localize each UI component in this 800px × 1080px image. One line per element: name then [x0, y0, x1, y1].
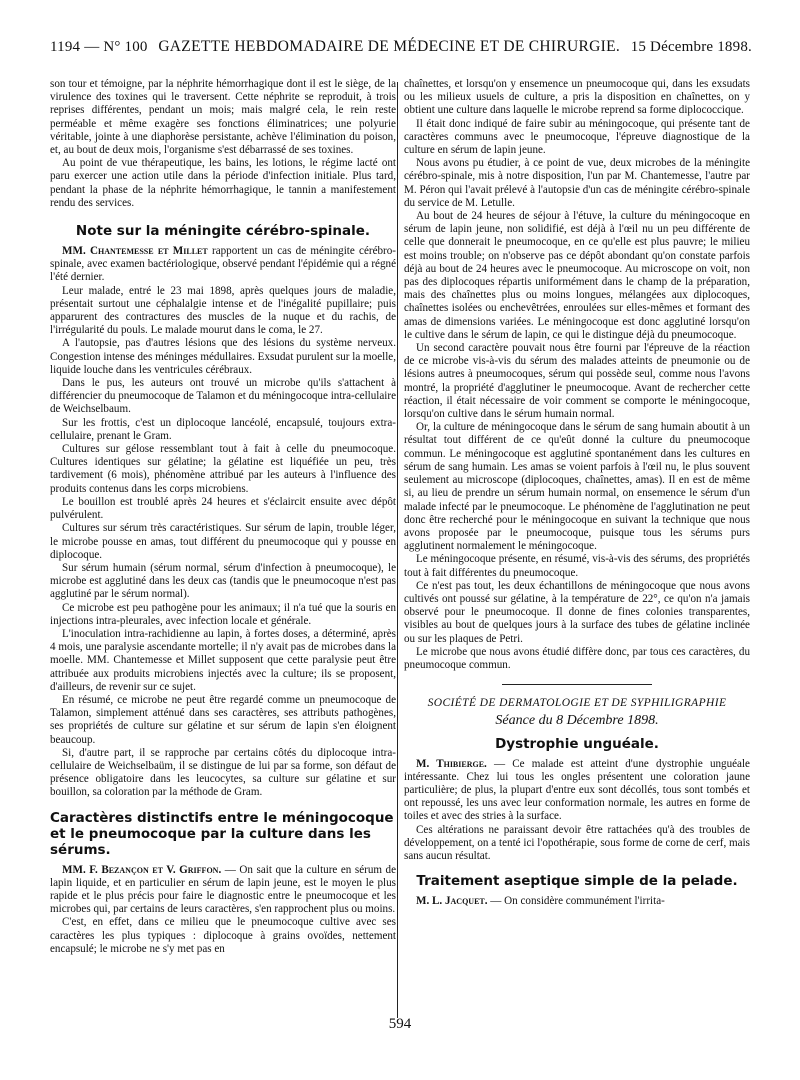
paragraph: Ce microbe est peu pathogène pour les animaux; il n'a tué que la souris en injections intra-pleurales, avec infection locale et générale.: [50, 601, 396, 627]
section-title-caracteres: Caractères distinctifs entre le méningocoque et le pneumocoque par la culture dans les sérums.: [50, 809, 394, 858]
paragraph: [404, 895, 750, 908]
section-title-meningite: Note sur la méningite cérébro-spinale.: [75, 223, 371, 240]
authors: MM. F. Bezançon et V. Griffon.: [62, 863, 222, 876]
paragraph: Nous avons pu étudier, à ce point de vue, deux microbes de la méningite cérébro-spinale, mis à notre disposition, l'un par M. Chantemesse, l'autre par M. Péron qui l'avait prélevé à l'autopsie d'un cas de méningite cérébro-spinale du service de M. Letulle.: [404, 157, 750, 209]
paragraph: son tour et témoigne, par la néphrite hémorrhagique dont il est le siège, de la virulence des toxines qui le traversent. Cette néphrite se reproduit, à trois reprises différentes, pendant un mois; mais malgré cela, le rein reste perméable et même exagère ses fonctions éliminatrices; une polyurie véritable, jointe à une diaphorèse persistante, achève l'élimination du poison, et, au bout de deux mois, l'organisme s'est débarrassé de ses toxines.: [50, 78, 396, 157]
paragraph: Sur les frottis, c'est un diplocoque lancéolé, encapsulé, toujours extra-cellulaire, prenant le Gram.: [50, 416, 396, 442]
paragraph: L'inoculation intra-rachidienne au lapin, à fortes doses, a déterminé, après 4 mois, une paralysie ascendante mortelle; il n'y avait pas de microbes dans la moelle. MM. Chantemesse et Millet supposent que cette paralysie peut être attribuée aux produits microbiens injectés avec la culture; ils se proposent, d'ailleurs, de revenir sur ce sujet.: [50, 627, 396, 693]
header-page-number: 1194: [50, 39, 81, 55]
society-heading: SOCIÉTÉ DE DERMATOLOGIE ET DE SYPHILIGRAPHIE: [427, 697, 727, 710]
paragraph: Si, d'autre part, il se rapproche par certains côtés du diplocoque intra-cellulaire de Weichselbaüm, il se distingue de lui par sa forme, son défaut de présence obligatoire dans les leucocytes, sa culture sur gélatine et sur bouillon, sa coloration par la méthode de Gram.: [50, 746, 396, 799]
paragraph: En résumé, ce microbe ne peut être regardé comme un pneumocoque de Talamon, simplement atténué dans ses caractères, ses attributs pathogènes, ses propriétés de culture sur gélatine et sur sérum de lapin s'en éloignent beaucoup.: [50, 693, 396, 746]
paragraph: Le microbe que nous avons étudié diffère donc, par tous ces caractères, du pneumocoque commun.: [404, 645, 750, 671]
right-column: [404, 78, 750, 908]
paragraph: Le bouillon est troublé après 24 heures et s'éclaircit ensuite avec dépôt pulvérulent.: [50, 495, 396, 522]
authors: MM. Chantemesse et Millet: [62, 245, 208, 258]
paragraph-text: — On sait que la culture en sérum de lapin liquide, et en particulier en sérum de lapin jeune, est le moyen le plus rapide et le plus précis pour faire le diagnostic entre le pneumocoque et les microbes qui, par certains de leurs caractères, s'en rapprochent plus ou moins.: [50, 863, 397, 916]
header-issue-number: — N° 100: [84, 39, 148, 55]
paragraph: Au bout de 24 heures de séjour à l'étuve, la culture du méningocoque en sérum de lapin jeune, non solidifié, est déjà à l'œil nu un peu différente de celle que donnerait le pneumocoque, en ce qu'elle est plus pauvre; le milieu est moins trouble; on n'observe pas ce dépôt abondant qu'on constate parfois déjà au bout de 24 heures avec le pneumocoque. Au microscope on voit, non pas des diplocoques répartis uniformément dans le champ de la préparation, mais des chaînettes plus ou moins longues, mélangées aux diplocoques, chaînettes isolées ou enchevêtrées, enroulées sur elles-mêmes et formant des amas de dimensions variées. Le méningocoque est donc agglutiné lorsqu'on le cultive dans le sérum de lapin, ce qui le distingue déjà du pneumocoque.: [404, 210, 750, 341]
authors: M. Thibierge.: [416, 757, 487, 770]
paragraph: chaînettes, et lorsqu'on y ensemence un pneumocoque qui, dans les exsudats ou les milieux usuels de culture, a pris la disposition en chaînettes, on y obtient une culture dans laquelle le microbe reprend sa forme diplococcique.: [404, 78, 750, 117]
paragraph: [50, 864, 396, 917]
paragraph: Cultures sur sérum très caractéristiques. Sur sérum de lapin, trouble léger, le microbe pousse en amas, tout différent du pneumocoque qui y pousse en diplocoque.: [50, 522, 396, 561]
seance-date: Séance du 8 Décembre 1898.: [495, 713, 659, 729]
paragraph: Il était donc indiqué de faire subir au méningocoque, qui présente tant de caractères communs avec le pneumocoque, l'épreuve diagnostique de la culture en sérum de lapin jeune.: [404, 117, 750, 157]
paragraph-text: — On considère communément l'irrita-: [490, 895, 665, 908]
paragraph: Sur sérum humain (sérum normal, sérum d'infection à pneumocoque), le microbe est agglutiné dans les deux cas (tandis que le pneumocoque n'est pas agglutiné par le sérum normal).: [50, 561, 396, 601]
paragraph: [404, 758, 750, 824]
section-title-pelade: Traitement aseptique simple de la pelade.: [416, 873, 738, 890]
paragraph: Un second caractère pouvait nous être fourni par l'épreuve de la réaction de ce microbe vis-à-vis du sérum des malades atteints de pneumonie ou de lésions autres à pneumocoques, sérum qui possède seul, comme nous l'avons montré, la propriété d'agglutiner le pneumocoque. Avant de rechercher cette réaction, il était nécessaire de voir comment se comporte le méningocoque, lorsqu'on cultive dans le sérum humain normal.: [404, 342, 750, 421]
paragraph: A l'autopsie, pas d'autres lésions que des lésions du système nerveux. Congestion intense des méninges médullaires. Exsudat purulent sur la moelle, liquide louche dans les ventricules cérébraux.: [50, 337, 396, 376]
header-page-issue: [50, 39, 148, 56]
header-journal-title: GAZETTE HEBDOMADAIRE DE MÉDECINE ET DE CHIRURGIE.: [158, 38, 621, 55]
header-date: 15 Décembre 1898.: [630, 39, 752, 55]
page-folio: 594: [388, 1016, 412, 1032]
paragraph: Cultures sur gélose ressemblant tout à fait à celle du pneumocoque. Cultures identiques sur gélatine; la gélatine est liquéfiée un peu, très tardivement (6 mois), phénomène attribué par les auteurs à l'influence des produits contenus dans les corps microbiens.: [50, 443, 396, 495]
paragraph: Dans le pus, les auteurs ont trouvé un microbe qu'ils s'attachent à différencier du pneumocoque de Talamon et du méningocoque intra-cellulaire de Weichselbaum.: [50, 377, 396, 416]
running-header: [50, 38, 752, 62]
paragraph: Or, la culture de méningocoque dans le sérum de sang humain aboutit à un résultat tout différent de ce qu'eût donné la culture du pneumocoque commun. Le méningocoque est agglutiné spontanément dans les cultures en sérum de sang humain. Les amas se voient parfois à l'œil nu, le plus souvent seulement au microscope (diplocoques, chaînettes, amas). Il en est de même si, au lieu de prendre un sérum humain normal, on ensemence le sérum d'un malade infecté par le pneumocoque. Le phénomène de l'agglutination ne peut donc être recherché pour le méningocoque en suivant la technique que nous avons proposée par le pneumocoque, puisque tous les sérums purs agglutinent normalement le méningocoque.: [404, 421, 750, 553]
paragraph: C'est, en effet, dans ce milieu que le pneumocoque cultive avec ses caractères les plus typiques : diplocoque à grains ovoïdes, nettement encapsulé; le microbe ne s'y met pas en: [50, 916, 396, 955]
column-divider: [397, 82, 398, 1018]
section-title-dystrophie: Dystrophie unguéale.: [495, 735, 659, 752]
paragraph: Le méningocoque présente, en résumé, vis-à-vis des sérums, des propriétés tout à fait différentes du pneumocoque.: [404, 553, 750, 579]
left-column: [50, 78, 396, 956]
paragraph: Au point de vue thérapeutique, les bains, les lotions, le régime lacté ont paru exercer une action utile dans la période d'infection initiale. Plus tard, pendant la phase de la néphrite hémorrhagique, le tannin a manifestement rendu des services.: [50, 157, 396, 209]
paragraph: Ces altérations ne paraissant devoir être rattachées qu'à des troubles de développement, on a tenté ici l'opothérapie, sous forme de corne de cerf, mais sans aucun résultat.: [404, 823, 750, 862]
paragraph-text: — Ce malade est atteint d'une dystrophie unguéale intéressante. Chez lui tous les ongles présentent une coloration jaune particulière; de plus, la plupart d'entre eux sont décollés, tous sont tombés et ont repoussé, les uns avec leur conformation normale, les autres en forme de toiles et avec des stries à la surface.: [404, 757, 750, 823]
paragraph: Ce n'est pas tout, les deux échantillons de méningocoque que nous avons cultivés ont poussé sur gélatine, à la température de 22°, ce qu'on n'a jamais observé pour le pneumocoque. Il donne de fines colonies transparentes, visibles au bout de quelques jours à la surface des tubes de gélatine inclinée ou sur les plaques de Petri.: [404, 579, 750, 645]
paragraph-text: rapportent un cas de méningite cérébro-spinale, avec examen bactériologique, observé pendant l'épidémie qui a régné l'été dernier.: [50, 245, 396, 284]
paragraph: Leur malade, entré le 23 mai 1898, après quelques jours de maladie, présentait surtout une céphalalgie intense et de l'inégalité pupillaire; puis apparurent des contractures des muscles de la nuque et du rachis, de l'irrégularité du pouls. Le malade mourut dans le coma, le 27.: [50, 284, 396, 337]
paragraph: [50, 245, 396, 285]
authors: M. L. Jacquet.: [416, 895, 488, 908]
